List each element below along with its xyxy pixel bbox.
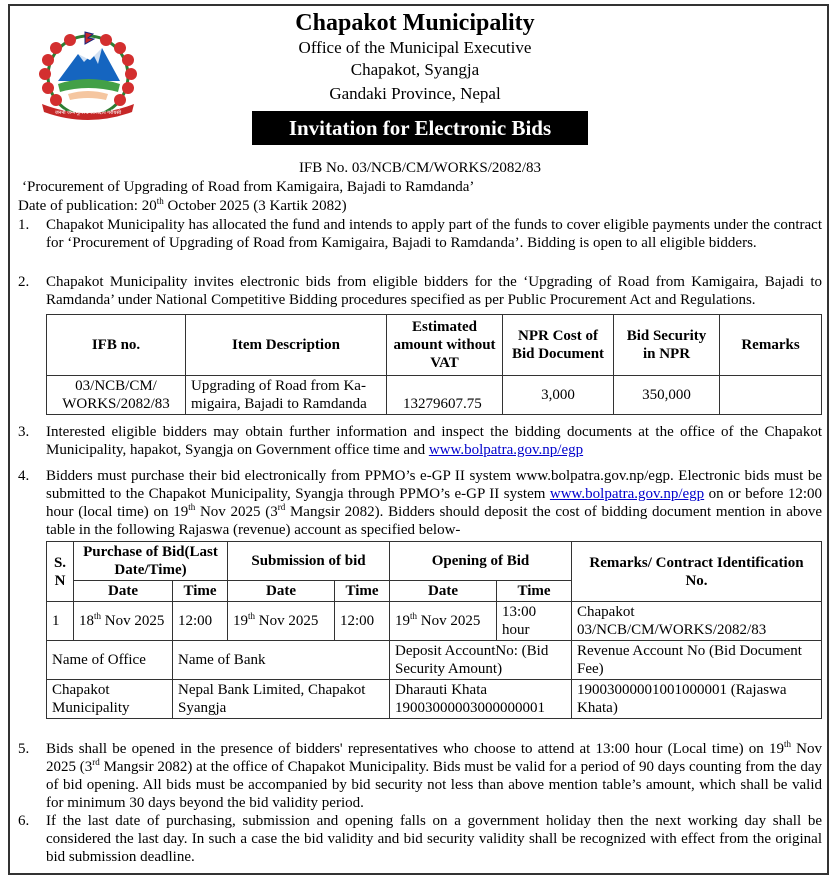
- cell-remarks: [720, 376, 822, 415]
- bid-schedule-table: [46, 541, 822, 719]
- clause-number: 4.: [18, 468, 30, 484]
- col-purchase: Purchase of Bid(Last Date/Time): [74, 542, 228, 581]
- col-ifb-no: IFB no.: [47, 315, 186, 376]
- clause-6: [18, 812, 822, 866]
- organization-title: Chapakot Municipality: [295, 10, 535, 36]
- col-opening: Opening of Bid: [390, 542, 572, 581]
- col-purchase-time: Time: [173, 581, 228, 602]
- col-bid-security: Bid Security in NPR: [614, 315, 720, 376]
- col-opening-date: Date: [390, 581, 497, 602]
- cell-description: Upgrading of Road from Ka-migaira, Bajadi to Ramdanda: [186, 376, 387, 415]
- cell-ifb-no: 03/NCB/CM/ WORKS/2082/83: [47, 376, 186, 415]
- bolpatra-link[interactable]: www.bolpatra.gov.np/egp: [428, 442, 584, 458]
- col-remarks: Remarks/ Contract Identification No.: [572, 542, 822, 602]
- cell-purchase-time: 12:00: [173, 602, 228, 641]
- clause-text: Bids shall be opened in the presence of bidders' representatives who choose to attend at 13:00 hour (Local time) on 19th Nov 2025 (3rd Mangsir 2082) at the office of Chapakot Municipality. Bids must be valid for a period of 90 days counting from the day of bid opening. All bids must be accompanied by bid security not less than above mention table’s amount, which shall be valid for minimum 30 days beyond the bid validity period.: [46, 739, 822, 811]
- col-purchase-date: Date: [74, 581, 173, 602]
- notice-banner: Invitation for Electronic Bids: [252, 111, 588, 145]
- clause-number: 2.: [18, 274, 30, 290]
- clause-1: [18, 216, 822, 252]
- office-location: Chapakot, Syangja: [350, 60, 480, 79]
- nepal-emblem-logo: [28, 26, 148, 126]
- cell-remarks: Chapakot 03/NCB/CM/WORKS/2082/83: [572, 602, 822, 641]
- emblem-motto: जननी जन्मभूमिश्च स्वर्गादपि गरीयसी: [54, 110, 122, 116]
- clause-number: 6.: [18, 813, 30, 829]
- handshake-icon: [68, 91, 108, 100]
- cell-bank-name: Nepal Bank Limited, Chapakot Syangja: [173, 680, 390, 719]
- ifb-number: IFB No. 03/NCB/CM/WORKS/2082/83: [298, 160, 542, 176]
- cell-submission-time: 12:00: [335, 602, 390, 641]
- cell-purchase-date: 18th Nov 2025: [74, 602, 173, 641]
- table-header-row: [47, 315, 822, 376]
- cell-doc-cost: 3,000: [503, 376, 614, 415]
- col-submission: Submission of bid: [228, 542, 390, 581]
- col-sn: S. N: [47, 542, 74, 602]
- col-doc-cost: NPR Cost of Bid Document: [503, 315, 614, 376]
- clause-text: Chapakot Municipality invites electronic bids from eligible bidders for the ‘Upgrading of Road from Kamigaira, Bajadi to Ramdanda’ under National Competitive Bidding procedures specified as per Public Procurement Act and Regulations.: [46, 274, 822, 308]
- clause-text: Chapakot Municipality has allocated the fund and intends to apply part of the funds to cover eligible payments under the contract for ‘Procurement of Upgrading of Road from Kamigaira, Bajadi to Ramdanda’. Bidding is open to all eligible bidders.: [46, 217, 822, 251]
- bolpatra-link[interactable]: www.bolpatra.gov.np/egp: [549, 486, 705, 502]
- clause-3: [18, 423, 822, 459]
- clause-text: Bidders must purchase their bid electronically from PPMO’s e-GP II system www.bolpatra.gov.np/egp. Electronic bids must be submitted to the Chapakot Municipality, Syangja through PPMO’s e-GP II system www.bolpatra.gov.np/egp on or before 12:00 hour (local time) on 19th Nov 2025 (3rd Mangsir 2082). Bidders should deposit the cost of bidding document mention in above table in the following Rajaswa (revenue) account as specified below-: [46, 468, 823, 538]
- flag-icon: [85, 32, 94, 44]
- col-estimated-amount: Estimated amount without VAT: [387, 315, 503, 376]
- clause-5: [18, 740, 822, 812]
- cell-sn: 1: [47, 602, 74, 641]
- account-row: [47, 680, 822, 719]
- cell-opening-time: 13:00 hour: [497, 602, 572, 641]
- clause-2: [18, 273, 822, 309]
- col-remarks: Remarks: [720, 315, 822, 376]
- clause-4: [18, 467, 822, 539]
- cell-deposit-account: Dharauti Khata 19003000003000000001: [390, 680, 572, 719]
- col-submission-time: Time: [335, 581, 390, 602]
- cell-submission-date: 19th Nov 2025: [228, 602, 335, 641]
- cell-bank-header: Name of Bank: [173, 641, 390, 680]
- cell-estimated-amount: 13279607.75: [387, 376, 503, 415]
- cell-opening-date: 19th Nov 2025: [390, 602, 497, 641]
- cell-deposit-header: Deposit AccountNo: (Bid Security Amount): [390, 641, 572, 680]
- clause-number: 5.: [18, 741, 30, 757]
- procurement-title: ‘Procurement of Upgrading of Road from Kamigaira, Bajadi to Ramdanda’: [22, 179, 475, 195]
- publication-date: Date of publication: 20th October 2025 (3 Kartik 2082): [18, 196, 347, 214]
- col-item-description: Item Description: [186, 315, 387, 376]
- col-opening-time: Time: [497, 581, 572, 602]
- bid-summary-table: [46, 314, 822, 415]
- cell-revenue-header: Revenue Account No (Bid Document Fee): [572, 641, 822, 680]
- cell-office-header: Name of Office: [47, 641, 173, 680]
- table-header-row: [47, 542, 822, 581]
- table-row: [47, 602, 822, 641]
- account-header-row: [47, 641, 822, 680]
- cell-office-name: Chapakot Municipality: [47, 680, 173, 719]
- cell-bid-security: 350,000: [614, 376, 720, 415]
- office-province: Gandaki Province, Nepal: [329, 84, 501, 103]
- clause-number: 1.: [18, 217, 30, 233]
- cell-revenue-account: 19003000001001000001 (Rajaswa Khata): [572, 680, 822, 719]
- clause-text: If the last date of purchasing, submission and opening falls on a government holiday then the next working day shall be considered the last day. In such a case the bid validity and bid security validity shall be recognized with effect from the original bid submission deadline.: [46, 813, 822, 865]
- table-row: [47, 376, 822, 415]
- clause-number: 3.: [18, 424, 30, 440]
- col-submission-date: Date: [228, 581, 335, 602]
- clause-text: Interested eligible bidders may obtain further information and inspect the bidding documents at the office of the Chapakot Municipality, hapakot, Syangja on Government office time and www.bolpatra.gov.np/egp: [46, 424, 822, 458]
- office-name: Office of the Municipal Executive: [298, 38, 532, 57]
